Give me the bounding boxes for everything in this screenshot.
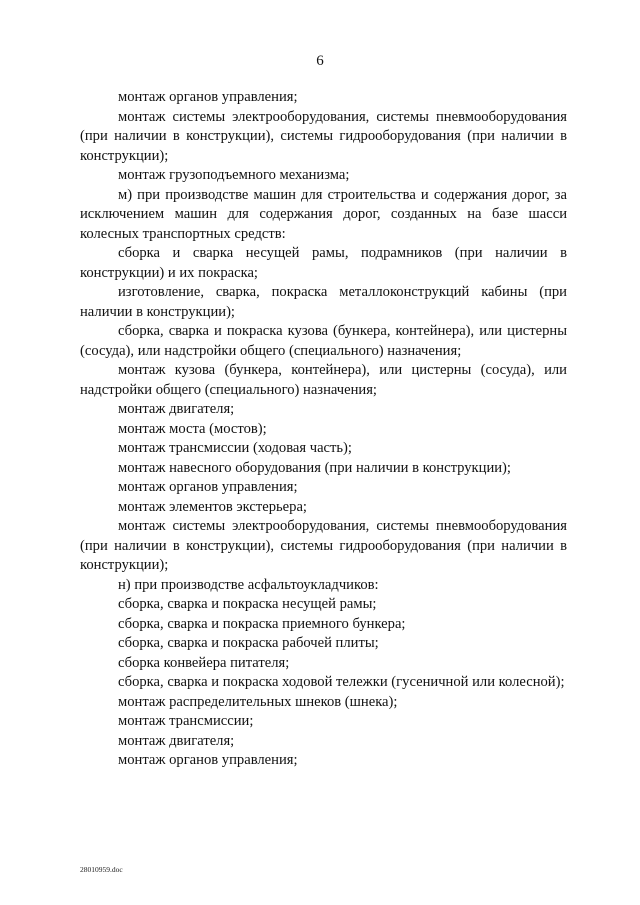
paragraph: монтаж двигателя; xyxy=(118,732,235,749)
paragraph: монтаж органов управления; xyxy=(118,89,298,105)
paragraph: сборка, сварка и покраска приемного бункера; xyxy=(118,615,406,632)
paragraph: монтаж двигателя; xyxy=(118,401,235,417)
document-body xyxy=(80,88,567,771)
paragraph: м) при производстве машин для строительства и содержания дорог, за исключением машин для содержания дорог, созданных на базе шасси колесных транспортных средств: xyxy=(80,186,567,242)
paragraph: монтаж трансмиссии (ходовая часть); xyxy=(118,440,352,456)
paragraph: монтаж навесного оборудования (при наличии в конструкции); xyxy=(118,459,511,476)
page-number: 6 xyxy=(316,53,324,69)
paragraph: монтаж системы электрооборудования, системы пневмооборудования (при наличии в конструкции), системы гидрооборудования (при наличии в конструкции); xyxy=(80,108,567,164)
paragraph: монтаж распределительных шнеков (шнека); xyxy=(118,693,398,710)
document-footer-code: 28010959.doc xyxy=(80,865,123,874)
paragraph: сборка конвейера питателя; xyxy=(118,654,290,671)
paragraph: монтаж органов управления; xyxy=(118,752,298,768)
paragraph: сборка, сварка и покраска несущей рамы; xyxy=(118,596,377,612)
paragraph: сборка, сварка и покраска ходовой тележки (гусеничной или колесной); xyxy=(118,674,565,690)
paragraph: монтаж моста (мостов); xyxy=(118,420,267,437)
paragraph: монтаж системы электрооборудования, системы пневмооборудования (при наличии в конструкции), системы гидрооборудования (при наличии в конструкции); xyxy=(80,518,567,573)
paragraph: сборка и сварка несущей рамы, подрамников (при наличии в конструкции) и их покраска; xyxy=(80,245,567,281)
paragraph: н) при производстве асфальтоукладчиков: xyxy=(118,576,379,593)
paragraph: монтаж трансмиссии; xyxy=(118,713,254,729)
paragraph: монтаж грузоподъемного механизма; xyxy=(118,167,350,183)
paragraph: сборка, сварка и покраска кузова (бункера, контейнера), или цистерны (сосуда), или надстройки общего (специального) назначения; xyxy=(80,323,567,359)
paragraph: монтаж кузова (бункера, контейнера), или цистерны (сосуда), или надстройки общего (специального) назначения; xyxy=(80,362,567,398)
paragraph: монтаж органов управления; xyxy=(118,479,298,495)
paragraph: изготовление, сварка, покраска металлоконструкций кабины (при наличии в конструкции); xyxy=(80,284,567,320)
paragraph: монтаж элементов экстерьера; xyxy=(118,498,307,515)
paragraph: сборка, сварка и покраска рабочей плиты; xyxy=(118,635,379,651)
